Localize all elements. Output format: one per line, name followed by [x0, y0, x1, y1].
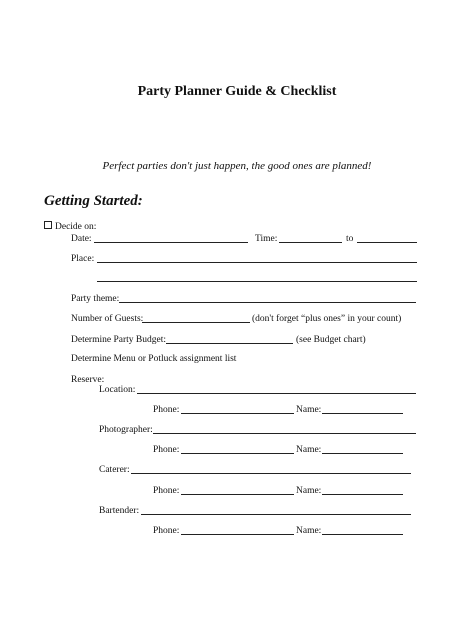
tagline: Perfect parties don't just happen, the good ones are planned! [102, 160, 372, 172]
place-label: Place: [71, 254, 95, 264]
decide-on-item [44, 221, 96, 233]
place-field-2[interactable] [97, 281, 417, 282]
location-name-label: Name: [296, 405, 322, 415]
bartender-phone-label: Phone: [153, 526, 180, 536]
location-field[interactable] [137, 393, 416, 394]
time-end-field[interactable] [357, 242, 417, 243]
plus-ones-note: (don't forget “plus ones” in your count) [252, 314, 402, 324]
bartender-name-label: Name: [296, 526, 322, 536]
time-to-label: to [346, 234, 354, 244]
document-title: Party Planner Guide & Checklist [137, 84, 337, 99]
determine-budget-label: Determine Party Budget: [71, 335, 166, 345]
location-phone-label: Phone: [153, 405, 180, 415]
budget-field[interactable] [166, 343, 293, 344]
location-label: Location: [99, 385, 136, 395]
bartender-phone-field[interactable] [181, 534, 294, 535]
photographer-name-label: Name: [296, 445, 322, 455]
budget-note: (see Budget chart) [296, 335, 366, 345]
photographer-field[interactable] [153, 433, 416, 434]
location-phone-field[interactable] [181, 413, 294, 414]
location-name-field[interactable] [322, 413, 403, 414]
photographer-name-field[interactable] [322, 453, 403, 454]
photographer-label: Photographer: [99, 425, 153, 435]
number-of-guests-label: Number of Guests: [71, 314, 144, 324]
caterer-name-field[interactable] [322, 494, 403, 495]
party-theme-label: Party theme: [71, 294, 120, 304]
date-field[interactable] [94, 242, 248, 243]
bartender-field[interactable] [141, 514, 411, 515]
photographer-phone-field[interactable] [181, 453, 294, 454]
caterer-phone-field[interactable] [181, 494, 294, 495]
caterer-label: Caterer: [99, 465, 130, 475]
bartender-name-field[interactable] [322, 534, 403, 535]
determine-menu-label: Determine Menu or Potluck assignment list [71, 354, 237, 364]
caterer-phone-label: Phone: [153, 486, 180, 496]
photographer-phone-label: Phone: [153, 445, 180, 455]
bartender-label: Bartender: [99, 506, 140, 516]
decide-on-label: Decide on: [55, 222, 97, 232]
section-heading: Getting Started: [44, 193, 143, 209]
number-of-guests-field[interactable] [142, 322, 250, 323]
party-theme-field[interactable] [119, 302, 416, 303]
caterer-field[interactable] [131, 473, 411, 474]
checkbox-icon[interactable] [44, 221, 52, 229]
date-label: Date: [71, 234, 92, 244]
time-start-field[interactable] [279, 242, 342, 243]
time-label: Time: [255, 234, 278, 244]
place-field-1[interactable] [97, 262, 417, 263]
reserve-label: Reserve: [71, 375, 105, 385]
caterer-name-label: Name: [296, 486, 322, 496]
